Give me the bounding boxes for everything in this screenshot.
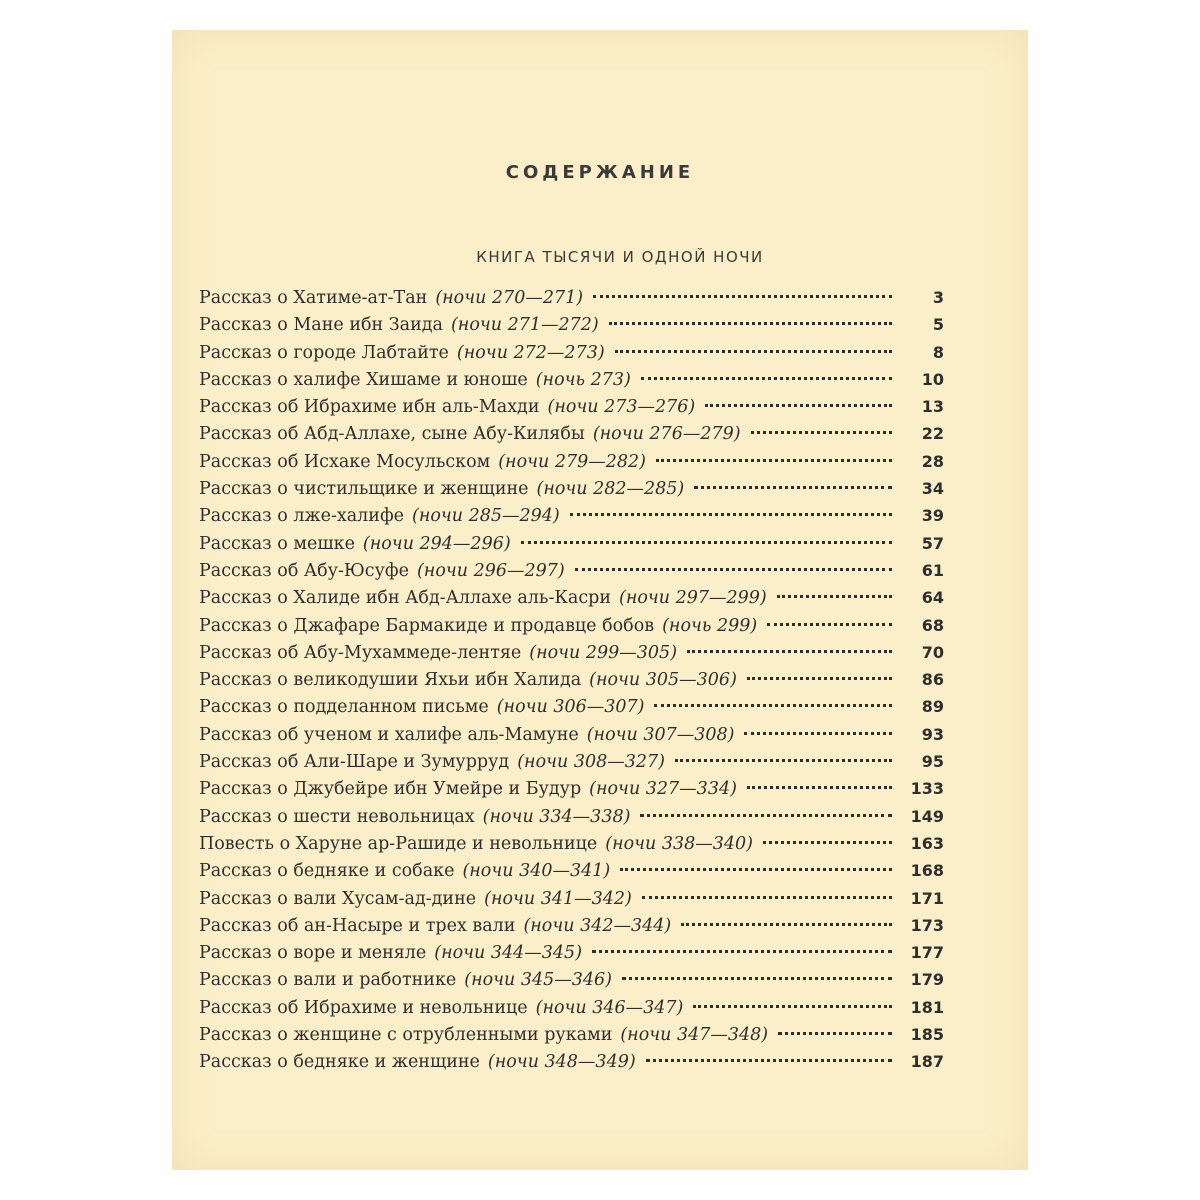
page-number: 168 xyxy=(910,861,944,881)
entry-title: Рассказ об Исхаке Мосульском xyxy=(199,451,491,472)
toc-entry xyxy=(199,343,944,370)
page-number: 3 xyxy=(932,288,944,307)
entry-nights: (ночи 334—338) xyxy=(482,806,631,827)
entry-title: Рассказ о бедняке и женщине xyxy=(199,1052,480,1073)
entry-nights: (ночи 282—285) xyxy=(536,479,685,500)
entry-title: Рассказ о лже-халифе xyxy=(199,506,405,527)
entry-nights: (ночи 338—340) xyxy=(605,833,754,854)
entry-title: Рассказ об Али-Шаре и Зумурруд xyxy=(199,752,510,773)
entry-title: Рассказ о шести невольницах xyxy=(199,806,475,827)
dot-leader xyxy=(570,513,892,516)
toc-entry xyxy=(199,370,944,397)
page-number: 181 xyxy=(910,997,944,1017)
entry-nights: (ночи 340—341) xyxy=(462,861,611,882)
dot-leader xyxy=(767,623,892,626)
dot-leader xyxy=(656,459,892,462)
toc-entry xyxy=(199,588,944,615)
page-number: 177 xyxy=(910,943,944,963)
entry-nights: (ночь 273) xyxy=(535,369,631,390)
entry-nights: (ночи 342—344) xyxy=(523,915,672,936)
book-page xyxy=(172,30,1028,1170)
page-number: 89 xyxy=(921,697,944,717)
entry-nights: (ночи 341—342) xyxy=(484,888,632,909)
toc-entry xyxy=(199,861,944,888)
entry-title: Рассказ о воре и меняле xyxy=(199,943,427,964)
entry-nights: (ночи 307—308) xyxy=(586,724,735,745)
entry-title: Рассказ о Халиде ибн Абд-Аллахе аль-Касри xyxy=(199,588,612,609)
entry-title: Рассказ об Ибрахиме ибн аль-Махди xyxy=(199,397,540,418)
entry-nights: (ночи 279—282) xyxy=(498,451,646,472)
dot-leader xyxy=(744,732,892,735)
toc-entry xyxy=(199,1052,944,1079)
page-number: 39 xyxy=(921,506,944,526)
entry-nights: (ночи 346—347) xyxy=(535,997,684,1018)
page-number: 86 xyxy=(921,670,944,690)
dot-leader xyxy=(777,595,892,598)
entry-title: Повесть о Харуне ар-Рашиде и невольнице xyxy=(199,833,598,854)
entry-title: Рассказ о Джафаре Бармакиде и продавце бобов xyxy=(199,615,655,636)
entry-nights: (ночи 344—345) xyxy=(434,943,583,964)
toc-entry xyxy=(199,807,944,834)
entry-title: Рассказ о подделанном письме xyxy=(199,697,489,718)
toc-entry xyxy=(199,424,944,451)
entry-nights: (ночи 276—279) xyxy=(592,424,741,445)
dot-leader xyxy=(747,677,892,680)
entry-nights: (ночи 271—272) xyxy=(450,315,599,336)
page-number: 163 xyxy=(910,833,944,853)
entry-nights: (ночи 305—306) xyxy=(589,670,737,691)
entry-nights: (ночи 345—346) xyxy=(464,970,613,991)
toc-entry xyxy=(199,916,944,943)
entry-title: Рассказ об Абу-Юсуфе xyxy=(199,560,409,581)
dot-leader xyxy=(592,950,892,953)
page-number: 5 xyxy=(932,315,944,335)
entry-nights: (ночи 347—348) xyxy=(620,1025,769,1046)
toc-entry xyxy=(199,998,944,1025)
toc-entry xyxy=(199,725,944,752)
page-number: 28 xyxy=(921,451,944,471)
page-number: 61 xyxy=(921,560,944,580)
toc-entry xyxy=(199,943,944,970)
page-number: 68 xyxy=(921,615,944,635)
dot-leader xyxy=(646,1059,892,1062)
dot-leader xyxy=(751,431,892,434)
dot-leader xyxy=(642,896,892,899)
dot-leader xyxy=(693,1005,892,1008)
entry-title: Рассказ о бедняке и собаке xyxy=(199,861,455,882)
page-title: СОДЕРЖАНИЕ xyxy=(505,162,695,183)
dot-leader xyxy=(675,759,892,762)
toc-entry xyxy=(199,479,944,506)
page-number: 149 xyxy=(910,806,944,826)
dot-leader xyxy=(575,568,892,571)
entry-nights: (ночи 327—334) xyxy=(589,779,737,800)
page-number: 57 xyxy=(921,533,944,553)
dot-leader xyxy=(615,350,892,353)
entry-title: Рассказ об ан-Насыре и трех вали xyxy=(199,915,516,936)
entry-title: Рассказ об Абд-Аллахе, сыне Абу-Килябы xyxy=(199,424,585,445)
toc-entry xyxy=(199,616,944,643)
dot-leader xyxy=(687,650,892,653)
page-number: 93 xyxy=(921,724,944,744)
entry-nights: (ночи 270—271) xyxy=(435,288,584,308)
page-number: 8 xyxy=(932,342,944,362)
toc-entry xyxy=(199,834,944,861)
entry-title: Рассказ о Мане ибн Заида xyxy=(199,315,443,336)
toc-entry xyxy=(199,397,944,424)
page-number: 179 xyxy=(910,970,944,990)
entry-nights: (ночи 348—349) xyxy=(487,1052,636,1073)
toc-entry xyxy=(199,752,944,779)
entry-nights: (ночи 299—305) xyxy=(529,642,678,663)
dot-leader xyxy=(681,923,892,926)
entry-title: Рассказ о Джубейре ибн Умейре и Будур xyxy=(199,779,582,800)
page-number: 185 xyxy=(910,1025,944,1045)
dot-leader xyxy=(641,377,892,380)
dot-leader xyxy=(593,295,892,298)
page-number: 171 xyxy=(910,888,944,908)
entry-title: Рассказ о городе Лабтайте xyxy=(199,342,449,363)
entry-title: Рассказ об Ибрахиме и невольнице xyxy=(199,997,528,1018)
toc-entry xyxy=(199,534,944,561)
entry-title: Рассказ о вали Хусам-ад-дине xyxy=(199,888,477,909)
entry-title: Рассказ об ученом и халифе аль-Мамуне xyxy=(199,724,579,745)
toc-entry xyxy=(199,970,944,997)
toc-entry xyxy=(199,288,944,315)
entry-title: Рассказ об Абу-Мухаммеде-лентяе xyxy=(199,642,522,663)
page-number: 70 xyxy=(921,642,944,662)
entry-nights: (ночи 308—327) xyxy=(517,752,665,773)
toc-entry xyxy=(199,561,944,588)
toc-entry xyxy=(199,452,944,479)
entry-nights: (ночь 299) xyxy=(662,615,758,636)
toc-entry xyxy=(199,315,944,342)
dot-leader xyxy=(778,1032,892,1035)
toc-entry xyxy=(199,1025,944,1052)
toc-entry xyxy=(199,697,944,724)
entry-nights: (ночи 306—307) xyxy=(496,697,645,718)
page-number: 95 xyxy=(921,752,944,772)
dot-leader xyxy=(747,786,892,789)
entry-title: Рассказ о Хатиме-ат-Тан xyxy=(199,288,428,308)
page-number: 10 xyxy=(921,369,944,389)
entry-nights: (ночи 297—299) xyxy=(619,588,767,609)
entry-title: Рассказ о халифе Хишаме и юноше xyxy=(199,369,528,390)
page-number: 173 xyxy=(910,915,944,935)
dot-leader xyxy=(705,404,892,407)
entry-title: Рассказ о мешке xyxy=(199,533,355,554)
entry-nights: (ночи 285—294) xyxy=(412,506,560,527)
page-number: 34 xyxy=(921,479,944,499)
entry-title: Рассказ о чистильщике и женщине xyxy=(199,479,529,500)
page-number: 13 xyxy=(921,397,944,417)
dot-leader xyxy=(763,841,892,844)
dot-leader xyxy=(654,704,892,707)
dot-leader xyxy=(694,486,892,489)
entry-title: Рассказ о великодушии Яхьи ибн Халида xyxy=(199,670,582,691)
toc-entry xyxy=(199,670,944,697)
toc-entry xyxy=(199,506,944,533)
entry-title: Рассказ о женщине с отрубленными руками xyxy=(199,1025,613,1046)
dot-leader xyxy=(620,868,892,871)
entry-title: Рассказ о вали и работнике xyxy=(199,970,457,991)
entry-nights: (ночи 272—273) xyxy=(456,342,605,363)
entry-nights: (ночи 294—296) xyxy=(362,533,511,554)
entry-nights: (ночи 273—276) xyxy=(547,397,696,418)
page-number: 187 xyxy=(910,1052,944,1072)
toc-entry xyxy=(199,889,944,916)
toc-entry xyxy=(199,643,944,670)
dot-leader xyxy=(521,541,892,544)
dot-leader xyxy=(622,977,892,980)
entry-nights: (ночи 296—297) xyxy=(416,560,565,581)
table-of-contents xyxy=(199,288,944,1080)
toc-entry xyxy=(199,779,944,806)
book-subtitle: КНИГА ТЫСЯЧИ И ОДНОЙ НОЧИ xyxy=(476,248,764,266)
dot-leader xyxy=(640,814,892,817)
page-number: 133 xyxy=(910,779,944,799)
page-number: 64 xyxy=(921,588,944,608)
dot-leader xyxy=(609,322,892,325)
page-number: 22 xyxy=(921,424,944,444)
